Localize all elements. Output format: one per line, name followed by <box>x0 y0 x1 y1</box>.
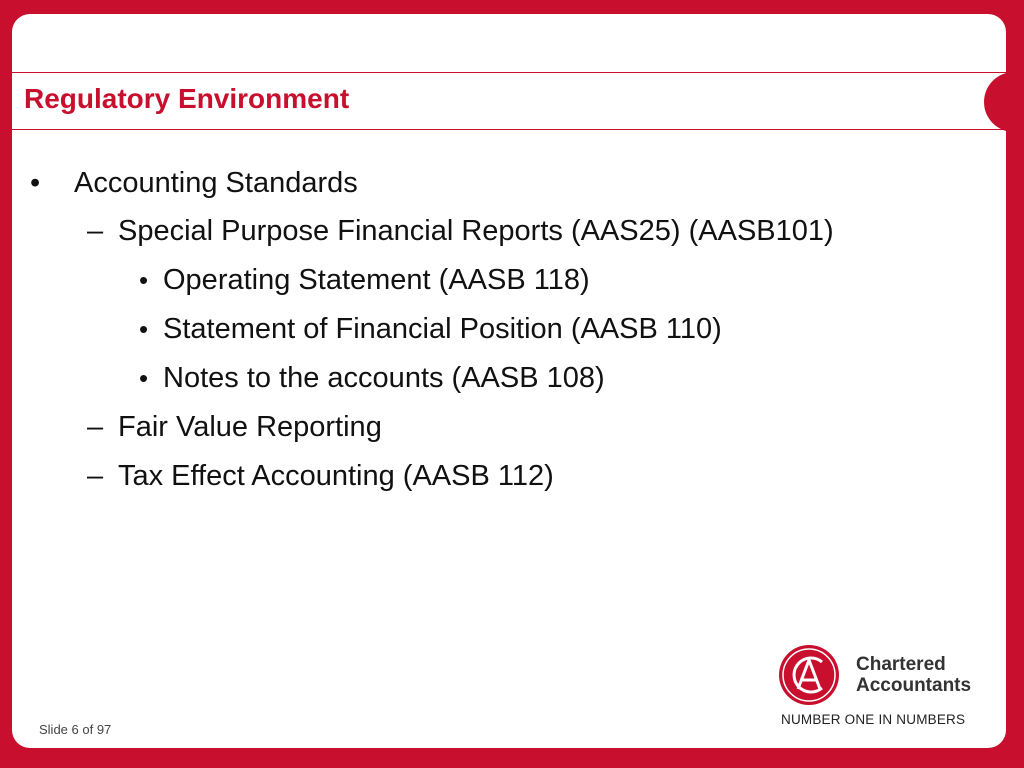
slide-title: Regulatory Environment <box>24 83 350 114</box>
bullet-marker: • <box>139 314 149 344</box>
logo-name-line1: Chartered <box>856 654 946 675</box>
bullet-item-financial-position <box>139 312 722 346</box>
dash-marker: – <box>87 460 104 492</box>
slide-canvas <box>12 14 1006 748</box>
logo-name-line2: Accountants <box>856 675 972 696</box>
bullet-item-accounting-standards <box>30 166 358 200</box>
chartered-accountants-logo <box>764 632 996 732</box>
bullet-marker: • <box>139 265 149 295</box>
logo-name <box>856 654 971 696</box>
bullet-marker: • <box>139 363 149 393</box>
slide-number: Slide 6 of 97 <box>39 722 112 737</box>
bullet-text: Fair Value Reporting <box>118 411 382 443</box>
ca-monogram-icon <box>778 644 840 706</box>
bullet-item-special-purpose <box>87 214 834 248</box>
bullet-text: Operating Statement (AASB 118) <box>163 264 590 296</box>
bullet-marker: • <box>30 167 41 199</box>
dash-marker: – <box>87 215 104 247</box>
logo-tagline: NUMBER ONE IN NUMBERS <box>781 712 966 727</box>
bullet-text: Special Purpose Financial Reports (AAS25) (AASB101) <box>118 215 834 247</box>
bullet-item-fair-value <box>87 410 382 444</box>
bullet-text: Statement of Financial Position (AASB 110) <box>163 313 722 345</box>
bullet-text: Tax Effect Accounting (AASB 112) <box>118 460 554 492</box>
bullet-item-tax-effect <box>87 459 554 493</box>
dash-marker: – <box>87 411 104 443</box>
bullet-item-operating-statement <box>139 263 590 297</box>
bullet-item-notes <box>139 361 605 395</box>
bullet-text: Accounting Standards <box>74 167 358 199</box>
bullet-text: Notes to the accounts (AASB 108) <box>163 362 605 394</box>
